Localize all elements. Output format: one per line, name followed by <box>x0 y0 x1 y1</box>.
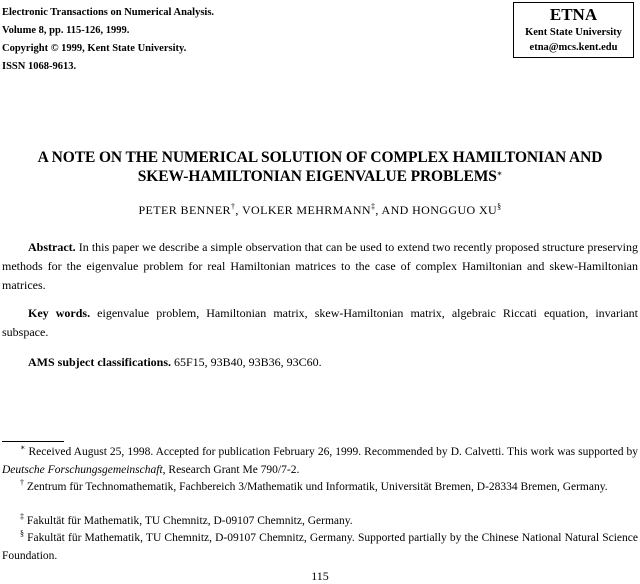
authors <box>0 203 640 218</box>
etna-title: ETNA <box>549 5 598 24</box>
footnote-text: Zentrum für Technomathematik, Fachbereich 3/Mathematik und Informatik, Universität Bremen, D-28334 Bremen, Germany. <box>26 481 608 493</box>
author-mark: ‡ <box>370 202 376 211</box>
footnote-text: Fakultät für Mathematik, TU Chemnitz, D-09107 Chemnitz, Germany. Supported partially by the Chinese National Natural Science Foundation. <box>2 532 638 562</box>
keywords-label: Key words. <box>28 306 91 320</box>
keywords <box>2 304 638 342</box>
author-name: HONGGUO XU <box>412 203 498 217</box>
footnote-tail: , Research Grant Me 790/7-2. <box>162 463 300 476</box>
title-line-1: A NOTE ON THE NUMERICAL SOLUTION OF COMPLEX HAMILTONIAN AND <box>37 149 603 166</box>
footnote-mark: ‡ <box>20 512 24 521</box>
footnote-mark: † <box>20 478 24 487</box>
paper-title <box>0 148 640 186</box>
journal-copyright: Copyright © 1999, Kent State University. <box>2 43 187 54</box>
keywords-text: eigenvalue problem, Hamiltonian matrix, skew-Hamiltonian matrix, algebraic Riccati equation, invariant subspace. <box>2 306 639 339</box>
author-name: VOLKER MEHRMANN <box>241 203 371 217</box>
etna-university: Kent State University <box>525 27 622 38</box>
author-mark: † <box>230 202 236 211</box>
author-mark: § <box>497 202 502 211</box>
footnote-mehrmann <box>2 513 638 531</box>
etna-box <box>513 2 634 58</box>
footnote-received <box>2 444 638 479</box>
title-line-2 <box>0 167 640 186</box>
page-number: 115 <box>311 569 329 583</box>
journal-issn: ISSN 1068-9613. <box>2 61 77 72</box>
abstract-text: In this paper we describe a simple observation that can be used to extend two recently proposed structure preserving methods for the eigenvalue problem for real Hamiltonian matrices to the case of complex Hamiltonian and skew-Hamiltonian matrices. <box>2 240 639 292</box>
etna-email: etna@mcs.kent.edu <box>529 42 618 53</box>
abstract <box>2 238 638 295</box>
footnote-rule <box>2 441 64 442</box>
footnote-text: Fakultät für Mathematik, TU Chemnitz, D-09107 Chemnitz, Germany. <box>26 515 353 527</box>
author-separator: , <box>235 203 242 217</box>
footnote-xu <box>2 530 638 565</box>
footnote-benner <box>2 479 638 497</box>
journal-name: Electronic Transactions on Numerical Analysis. <box>2 7 215 18</box>
ams-classifications <box>28 353 322 372</box>
ams-label: AMS subject classifications. <box>28 355 171 369</box>
journal-info <box>2 4 214 76</box>
footnote-text: Received August 25, 1998. Accepted for publication February 26, 1999. Recommended by D. Calvetti. This work was supported by <box>28 446 639 458</box>
title-footnote-mark: ∗ <box>496 169 503 178</box>
journal-volume: Volume 8, pp. 115-126, 1999. <box>2 25 130 36</box>
footnote-funder: Deutsche Forschungsgemeinschaft <box>2 463 163 476</box>
author-name: PETER BENNER <box>138 203 231 217</box>
abstract-label: Abstract. <box>28 240 76 254</box>
footnote-mark: ∗ <box>20 443 26 452</box>
author-separator: , AND <box>375 203 413 217</box>
footnote-mark: § <box>20 529 24 538</box>
ams-text: 65F15, 93B40, 93B36, 93C60. <box>174 355 322 369</box>
title-line-2-text: SKEW-HAMILTONIAN EIGENVALUE PROBLEMS <box>137 168 497 185</box>
